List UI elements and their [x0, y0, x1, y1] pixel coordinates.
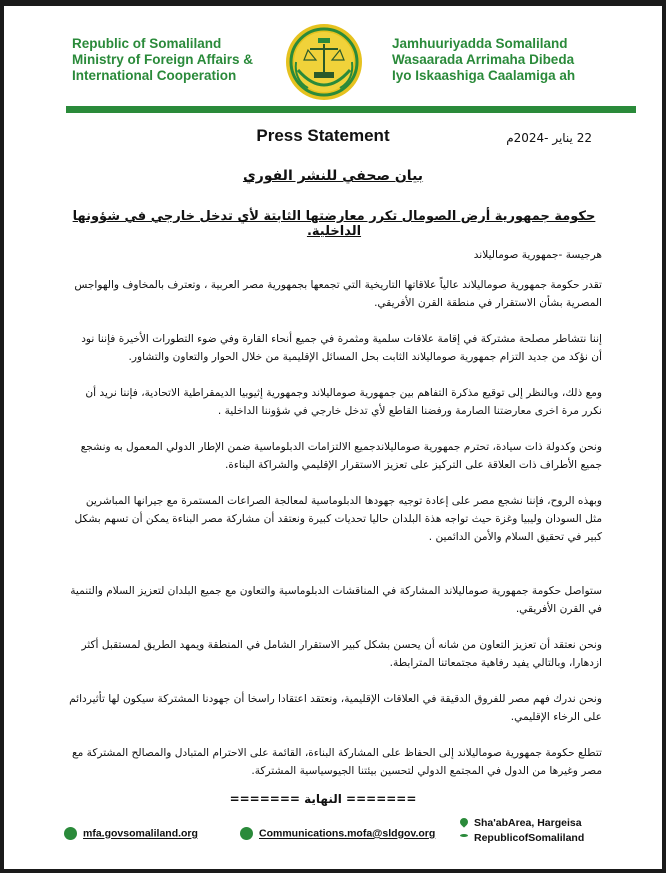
paragraph: ونحن ندرك فهم مصر للفروق الدقيقة في العلاقات الإقليمية، ونعتقد اعتقادا راسخا أن جهودنا المشتركة سيكون لها تأثيردائم على الرخاء الإقليمي.: [69, 693, 602, 723]
footer-address: [474, 816, 584, 846]
footer-email[interactable]: [240, 827, 435, 840]
address-line: RepublicofSomaliland: [474, 832, 585, 844]
coat-of-arms-icon: [284, 22, 364, 102]
paragraph: ونحن وكدولة ذات سيادة، تحترم جمهورية صوماليلاندجميع الالتزامات الدبلوماسية ضمن الإطار الدولي المعمول به ونشجع جميع الأطراف ذات العلاقة على التركيز على تعزيز الاستقرار الإقليمي والشراكة البناءة.: [80, 441, 602, 471]
footer-website[interactable]: [64, 827, 198, 840]
paragraph: تقدر حكومة جمهورية صوماليلاند عالياً علاقاتها التاريخية التي تجمعها بجمهورية مصر العربية ، وتعترف بالمخاوف والهواجس المصرية بشأن الاستقرار في منطقة القرن الأفريقي.: [74, 279, 602, 309]
paragraph: وبهذه الروح، فإننا نشجع مصر على إعادة توجيه جهودها الدبلوماسية لمعالجة الصراعات المستمرة مع جيرانها المباشرين مثل السودان وليبيا وغزة حيث تواجه هذة البلدان حاليا تحديات كبيرة ونعتقد أن مشاركة مصر البناءة يمكن أن تسهم بشكل كبير في تحقيق السلام والأمن الدائمين .: [74, 495, 602, 543]
statement-body: [68, 246, 602, 794]
header-somali-line: Jamhuuriyadda Somaliland: [392, 36, 568, 51]
arabic-subtitle: حكومة جمهورية أرض الصومال تكرر معارضتها الثابتة لأي تدخل خارجي في شؤونها الداخلية.: [72, 209, 596, 239]
arabic-title: بيان صحفي للنشر الفوري: [242, 168, 424, 184]
header-english-line: Ministry of Foreign Affairs &: [72, 52, 254, 67]
paragraph: إننا نتشاطر مصلحة مشتركة في إقامة علاقات سلمية ومثمرة في جميع أنحاء القارة وفي ضوء التطورات الأخيرة فإننا نود أن نؤكد من جديد التزام جمهورية صوماليلاند الثابت بحل المسائل الإقليمية من خلال الحوار والتعاون والتشاور.: [81, 333, 602, 363]
header-english-line: International Cooperation: [72, 68, 237, 83]
address-line: Sha'abArea, Hargeisa: [474, 817, 582, 829]
header-somali-line: Wasaarada Arrimaha Dibeda: [392, 52, 575, 67]
header-somali: [392, 36, 622, 84]
header-divider: [66, 106, 636, 113]
location-line: هرجيسة -جمهورية صوماليلاند: [473, 249, 602, 261]
press-statement-title: Press Statement: [256, 126, 390, 145]
document-page: [4, 6, 662, 869]
location-pin-base: [460, 834, 468, 837]
email-icon: [240, 827, 253, 840]
statement-date: 22 يناير -2024م: [506, 131, 592, 145]
email-link[interactable]: Communications.mofa@sldgov.org: [259, 827, 436, 840]
header-english-line: Republic of Somaliland: [72, 36, 222, 51]
location-pin-icon: [458, 816, 469, 827]
header-somali-line: Iyo Iskaashiga Caalamiga ah: [392, 68, 576, 83]
paragraph: ونحن نعتقد أن تعزيز التعاون من شانه أن يحسن بشكل كبير الاستقرار الشامل في المنطقة ويمهد الطريق لمستقبل أكثر ازدهارا، وبالتالي يفيد رفاهية مجتمعاتنا المترابطة.: [81, 639, 602, 669]
end-marker: ======= النهاية =======: [229, 792, 417, 806]
paragraph: ومع ذلك، وبالنظر إلى توقيع مذكرة التفاهم بين جمهورية صوماليلاند وجمهورية إثيوبيا الديمقراطية الاتحادية، فإننا نريد أن نكرر مرة اخرى معارضتنا الصارمة ورفضنا القاطع لأي تدخل خارجي في شؤوننا الداخلية .: [85, 387, 602, 417]
website-link[interactable]: mfa.govsomaliland.org: [83, 827, 198, 840]
paragraph: ستواصل حكومة جمهورية صوماليلاند المشاركة في المناقشات الدبلوماسية والتعاون مع جميع البلدان لتعزيز السلام والتنمية في القرن الأفريقي.: [70, 585, 602, 615]
globe-icon: [64, 827, 77, 840]
paragraph: تتطلع حكومة جمهورية صوماليلاند إلى الحفاظ على المشاركة البناءة، القائمة على الاحترام المتبادل والمصالح المشتركة مع مصر وغيرها من الدول في المجتمع الدولي لتحسين بيئتنا الجيوسياسية المشتركة.: [71, 747, 602, 777]
header-english: [72, 36, 282, 84]
